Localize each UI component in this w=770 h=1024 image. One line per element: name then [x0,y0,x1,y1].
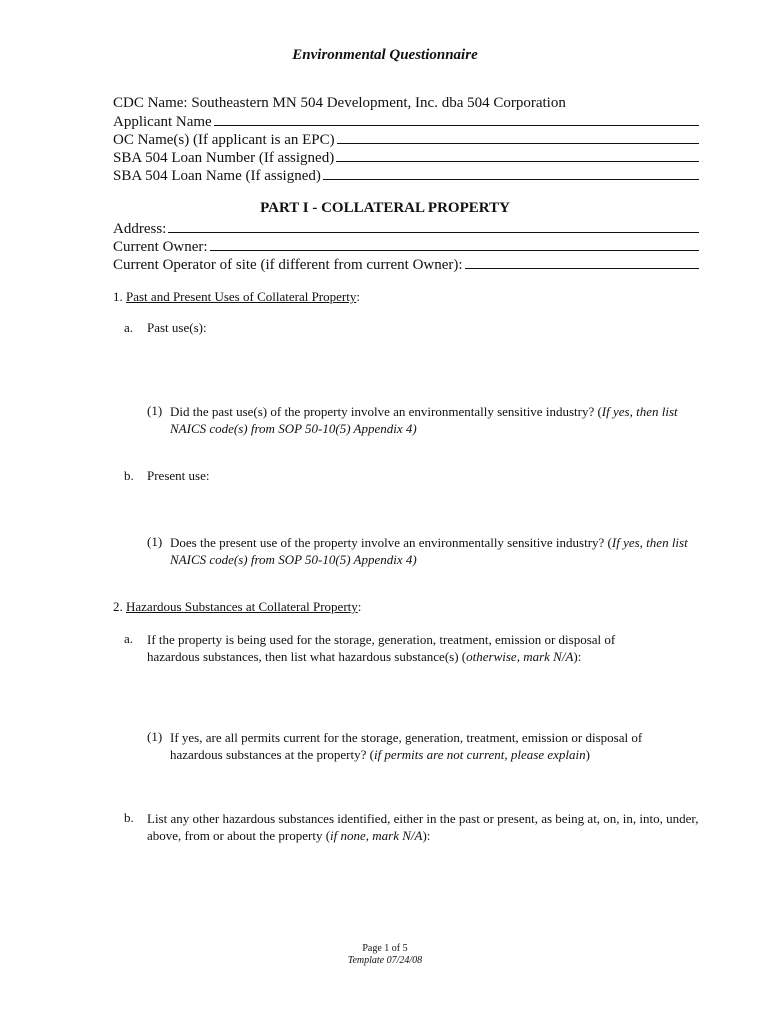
address-label: Address: [113,221,167,237]
loan-number-field [113,148,699,167]
section-2-heading [113,599,361,615]
part-1-heading: PART I - COLLATERAL PROPERTY [260,200,510,216]
section-1-number: 1. [113,289,123,304]
current-operator-line [465,255,699,269]
section-2-title: Hazardous Substances at Collateral Property [126,599,358,614]
item-1a1-italic: If yes, then list NAICS code(s) from SOP 50-10(5) Appendix 4) [170,404,678,436]
item-1b1-italic: If yes, then list NAICS code(s) from SOP 50-10(5) Appendix 4) [170,535,688,567]
section-1-title: Past and Present Uses of Collateral Property [126,289,357,304]
item-2a-italic: otherwise, mark N/A [466,649,574,664]
item-1b-marker: b. [124,468,134,483]
item-1a1-question [170,403,705,437]
item-2a1-text: If yes, are all permits current for the storage, generation, treatment, emission or disposal of hazardous substances at the property? ( [170,730,643,762]
loan-number-label: SBA 504 Loan Number (If assigned) [113,150,335,166]
item-2b-italic: if none, mark N/A [330,828,423,843]
item-2b-end: ): [422,828,431,843]
oc-names-line [337,130,699,144]
item-2b-marker: b. [124,810,134,825]
template-date: Template 07/24/08 [347,955,423,966]
address-field [113,219,699,238]
section-1-heading [113,289,360,305]
item-1a-marker: a. [124,320,134,335]
item-2a1-end: ) [585,747,590,762]
item-2a1-marker: (1) [147,729,163,744]
item-2a-question [147,631,657,665]
applicant-name-line [214,112,699,126]
document-title: Environmental Questionnaire [292,47,478,63]
oc-names-label: OC Name(s) (If applicant is an EPC) [113,132,335,148]
applicant-name-field [113,112,699,131]
cdc-name: CDC Name: Southeastern MN 504 Development, Inc. dba 504 Corporation [113,95,566,111]
item-2a-end: ): [573,649,582,664]
current-operator-field [113,255,699,274]
item-2b-question [147,810,712,844]
loan-name-line [323,166,699,180]
item-2a1-question [170,729,690,763]
oc-names-field [113,130,699,149]
current-operator-label: Current Operator of site (if different from current Owner): [113,257,463,273]
section-2-number: 2. [113,599,123,614]
page-number: Page 1 of 5 [362,943,408,954]
current-owner-field [113,237,699,256]
applicant-name-label: Applicant Name [113,114,212,130]
item-1b-label: Present use: [147,468,210,483]
address-line [168,219,699,233]
item-1a1-text: Did the past use(s) of the property involve an environmentally sensitive industry? ( [170,404,602,419]
item-1a1-marker: (1) [147,403,163,418]
item-2a1-italic: if permits are not current, please explain [373,747,586,762]
item-1b1-text: Does the present use of the property involve an environmentally sensitive industry? ( [170,535,612,550]
item-2b-text: List any other hazardous substances identified, either in the past or present, as being at, on, in, into, under, above, from or about the property ( [147,811,699,843]
item-2a-text: If the property is being used for the storage, generation, treatment, emission or disposal of hazardous substances, then list what hazardous substance(s) ( [147,632,616,664]
current-owner-line [210,237,699,251]
item-1b1-question [170,534,720,568]
item-2a-marker: a. [124,631,134,646]
loan-number-line [336,148,699,162]
item-1b1-marker: (1) [147,534,163,549]
loan-name-field [113,166,699,185]
section-2-colon: : [357,599,362,614]
current-owner-label: Current Owner: [113,239,208,255]
section-1-colon: : [356,289,360,304]
item-1a-label: Past use(s): [147,320,207,335]
loan-name-label: SBA 504 Loan Name (If assigned) [113,168,321,184]
